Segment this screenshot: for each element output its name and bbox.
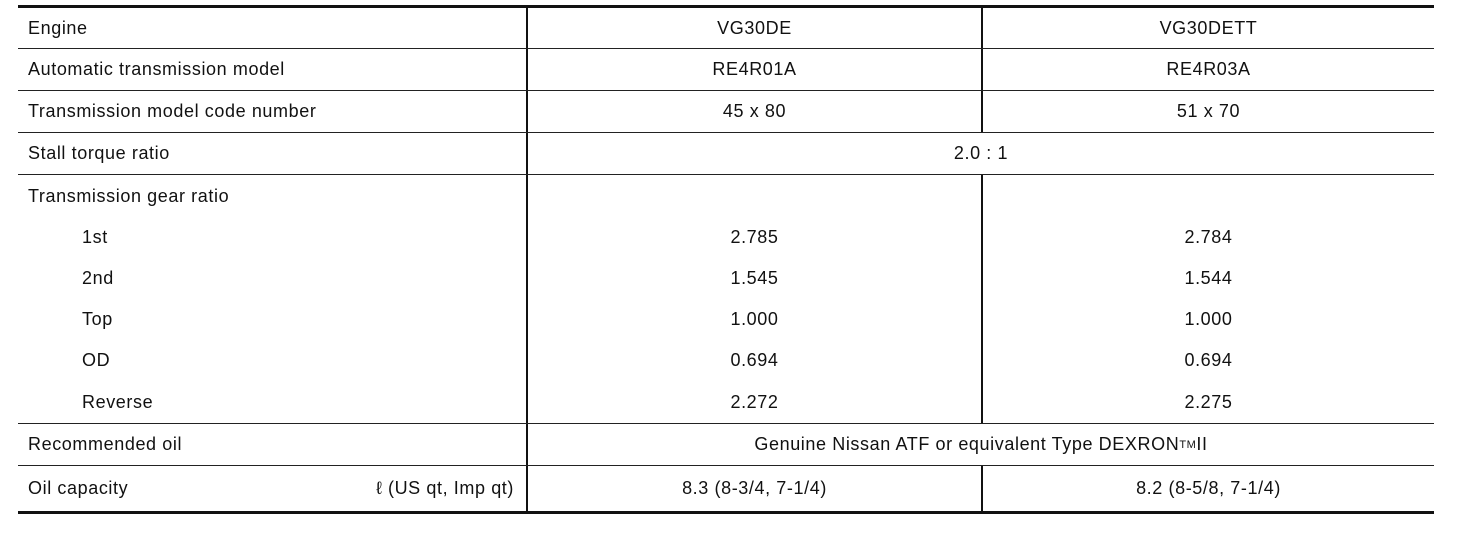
row-label: OD xyxy=(82,350,111,370)
cell-col2: 1.544 xyxy=(981,258,1434,299)
table-row-code-number xyxy=(18,91,1434,133)
oil-type-suffix: II xyxy=(1196,434,1208,454)
table-row-stall-torque xyxy=(18,133,1434,175)
row-label: Oil capacity xyxy=(28,478,129,498)
table-row-at-model xyxy=(18,49,1434,91)
table-row-recommended-oil xyxy=(18,424,1434,466)
cell-col2: 1.000 xyxy=(981,299,1434,340)
cell-col2: 8.2 (8-5/8, 7-1/4) xyxy=(981,466,1434,511)
oil-type-text: Genuine Nissan ATF or equivalent Type DEXRON xyxy=(754,434,1180,454)
row-label: Transmission model code number xyxy=(28,101,317,121)
table-row-gear-od xyxy=(18,340,1434,381)
row-label: Top xyxy=(82,309,113,329)
row-label: Stall torque ratio xyxy=(28,143,170,163)
cell-col2: 0.694 xyxy=(981,340,1434,381)
table-row-gear-1st xyxy=(18,217,1434,258)
row-label-cell xyxy=(18,466,526,511)
row-label: Engine xyxy=(28,17,88,38)
table-row-gear-2nd xyxy=(18,258,1434,299)
row-label: 1st xyxy=(82,227,108,247)
cell-col2: RE4R03A xyxy=(981,49,1434,90)
cell-col1: 8.3 (8-3/4, 7-1/4) xyxy=(526,466,981,511)
trademark-sup: TM xyxy=(1179,438,1197,451)
unit-label: ℓ (US qt, Imp qt) xyxy=(375,478,514,498)
table-row-gear-reverse xyxy=(18,381,1434,424)
table-row-gear-ratio-header xyxy=(18,175,1434,217)
cell-col1: 2.785 xyxy=(526,217,981,258)
cell-col2: VG30DETT xyxy=(981,8,1434,48)
spec-table xyxy=(18,5,1434,514)
cell-col1: 0.694 xyxy=(526,340,981,381)
table-row-gear-top xyxy=(18,299,1434,340)
cell-span xyxy=(526,424,1434,465)
cell-col1: 2.272 xyxy=(526,381,981,423)
cell-col2: 2.275 xyxy=(981,381,1434,423)
cell-col1: 45 x 80 xyxy=(526,91,981,132)
row-label: Reverse xyxy=(82,391,154,412)
table-row-engine xyxy=(18,5,1434,49)
cell-col2: 51 x 70 xyxy=(981,91,1434,132)
row-label: 2nd xyxy=(82,268,114,288)
cell-col1: 1.545 xyxy=(526,258,981,299)
row-label: Recommended oil xyxy=(28,434,183,454)
table-row-oil-capacity xyxy=(18,466,1434,514)
cell-col2: 2.784 xyxy=(981,217,1434,258)
cell-col1: RE4R01A xyxy=(526,49,981,90)
cell-col1 xyxy=(526,175,981,217)
cell-col1: 1.000 xyxy=(526,299,981,340)
cell-col2 xyxy=(981,175,1434,217)
cell-span: 2.0 : 1 xyxy=(526,133,1434,174)
row-label: Transmission gear ratio xyxy=(28,185,230,206)
row-label: Automatic transmission model xyxy=(28,59,285,79)
cell-col1: VG30DE xyxy=(526,8,981,48)
